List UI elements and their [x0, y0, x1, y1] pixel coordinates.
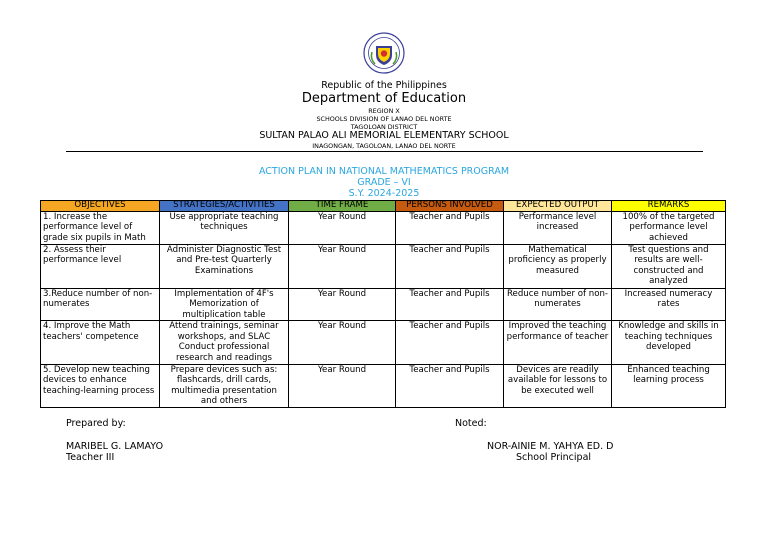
- strategy-cell: Prepare devices such as: flashcards, drill cards, multimedia presentation and others: [160, 364, 289, 407]
- remarks-cell: Test questions and results are well-constructed and analyzed: [612, 244, 726, 288]
- table-row: [41, 321, 726, 364]
- prepared-by-label: Prepared by:: [66, 418, 126, 429]
- output-cell: Devices are readily available for lessons to be executed well: [504, 364, 612, 407]
- table-row: [41, 211, 726, 244]
- header-division: SCHOOLS DIVISION OF LANAO DEL NORTE: [316, 115, 452, 123]
- column-header-strategies: STRATEGIES/ACTIVITIES: [160, 201, 289, 212]
- header-address: INAGONGAN, TAGOLOAN, LANAO DEL NORTE: [312, 142, 456, 150]
- table-header-row: [41, 201, 726, 212]
- table-row: [41, 288, 726, 321]
- remarks-cell: Enhanced teaching learning process: [612, 364, 726, 407]
- plan-school-year: S.Y. 2024-2025: [348, 188, 420, 199]
- header-district: TAGOLOAN DISTRICT: [350, 123, 418, 131]
- time-frame-cell: Year Round: [289, 321, 396, 364]
- objective-cell: 5. Develop new teaching devices to enhance teaching-learning process: [41, 364, 160, 407]
- header-school: SULTAN PALAO ALI MEMORIAL ELEMENTARY SCHOOL: [259, 130, 509, 141]
- prepared-by-name: MARIBEL G. LAMAYO: [66, 441, 164, 452]
- objective-cell: 3.Reduce number of non-numerates: [41, 288, 160, 321]
- strategy-cell: Use appropriate teaching techniques: [160, 211, 289, 244]
- remarks-cell: Increased numeracy rates: [612, 288, 726, 321]
- output-cell: Mathematical proficiency as properly measured: [504, 244, 612, 288]
- output-cell: Reduce number of non-numerates: [504, 288, 612, 321]
- plan-grade: GRADE – VI: [357, 177, 411, 188]
- column-header-time-frame: TIME FRAME: [289, 201, 396, 212]
- column-header-remarks: REMARKS: [612, 201, 726, 212]
- header-divider: [66, 151, 703, 152]
- objective-cell: 4. Improve the Math teachers' competence: [41, 321, 160, 364]
- persons-cell: Teacher and Pupils: [396, 364, 504, 407]
- noted-name: NOR-AINIE M. YAHYA ED. D: [487, 441, 614, 452]
- persons-cell: Teacher and Pupils: [396, 288, 504, 321]
- table-row: [41, 364, 726, 407]
- column-header-objectives: OBJECTIVES: [41, 201, 160, 212]
- header-republic: Republic of the Philippines: [321, 80, 447, 91]
- output-cell: Improved the teaching performance of teacher: [504, 321, 612, 364]
- noted-title: School Principal: [516, 452, 592, 463]
- time-frame-cell: Year Round: [289, 244, 396, 288]
- strategy-cell: Attend trainings, seminar workshops, and SLAC Conduct professional research and readings: [160, 321, 289, 364]
- plan-title: ACTION PLAN IN NATIONAL MATHEMATICS PROGRAM: [258, 166, 510, 177]
- action-plan-table: [40, 200, 726, 408]
- time-frame-cell: Year Round: [289, 364, 396, 407]
- persons-cell: Teacher and Pupils: [396, 244, 504, 288]
- time-frame-cell: Year Round: [289, 288, 396, 321]
- prepared-by-title: Teacher III: [66, 452, 115, 463]
- remarks-cell: 100% of the targeted performance level achieved: [612, 211, 726, 244]
- header-department: Department of Education: [301, 91, 467, 106]
- deped-seal-icon: [363, 32, 405, 74]
- header-region: REGION X: [368, 107, 400, 115]
- table-row: [41, 244, 726, 288]
- objective-cell: 2. Assess their performance level: [41, 244, 160, 288]
- persons-cell: Teacher and Pupils: [396, 321, 504, 364]
- noted-label: Noted:: [455, 418, 487, 429]
- output-cell: Performance level increased: [504, 211, 612, 244]
- column-header-expected-output: EXPECTED OUTPUT: [504, 201, 612, 212]
- strategy-cell: Administer Diagnostic Test and Pre-test Quarterly Examinations: [160, 244, 289, 288]
- column-header-persons: PERSONS INVOLVED: [396, 201, 504, 212]
- strategy-cell: Implementation of 4F's Memorization of multiplication table: [160, 288, 289, 321]
- remarks-cell: Knowledge and skills in teaching techniques developed: [612, 321, 726, 364]
- objective-cell: 1. Increase the performance level of grade six pupils in Math: [41, 211, 160, 244]
- persons-cell: Teacher and Pupils: [396, 211, 504, 244]
- time-frame-cell: Year Round: [289, 211, 396, 244]
